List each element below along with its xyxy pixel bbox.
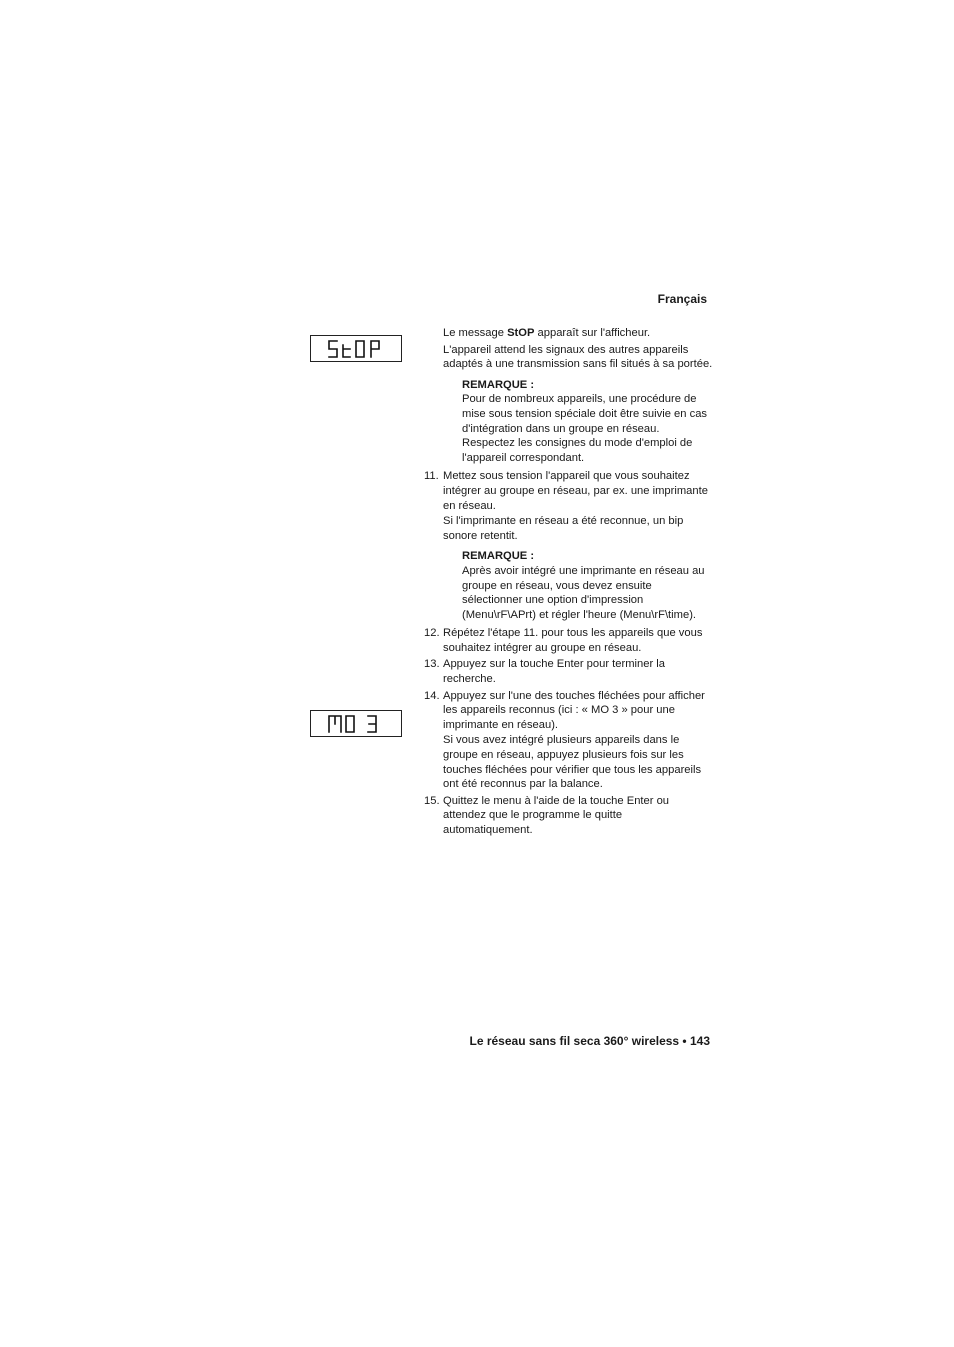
step-15 (424, 794, 714, 838)
step-text: Si vous avez intégré plusieurs appareils dans le groupe en réseau, appuyez plusieurs fois sur les touches fléchées pour vérifier que tous les appareils ont été reconnus par la balance. (443, 734, 702, 791)
note-text: Pour de nombreux appareils, une procédure de mise sous tension spéciale doit être suivie en cas d'intégration dans un groupe en réseau. Respectez les consignes du mode d'emploi de l'appareil correspondant. (462, 393, 708, 464)
step-text: Répétez l'étape 11. pour tous les appareils que vous souhaitez intégrer au groupe en réseau. (443, 627, 703, 654)
step-14 (424, 689, 714, 792)
step-text: Appuyez sur la touche Enter pour terminer la recherche. (443, 658, 666, 686)
intro-paragraph (424, 326, 714, 341)
note-block-1 (424, 378, 714, 466)
intro-paragraph-2: L'appareil attend les signaux des autres appareils adaptés à une transmission sans fil situés à sa portée. (443, 343, 713, 371)
lcd-mo3-segments (326, 713, 386, 735)
note-title: REMARQUE : (462, 378, 535, 391)
step-number: 13. (424, 658, 440, 671)
main-text (424, 326, 714, 840)
step-number: 12. (424, 627, 440, 640)
step-text: Quittez le menu à l'aide de la touche Enter ou attendez que le programme le quitte automatiquement. (443, 794, 670, 836)
lcd-stop-segments (326, 338, 386, 360)
note-text: Après avoir intégré une imprimante en réseau au groupe en réseau, vous devez ensuite sélectionner une option d'impression (Menu\rF\APrt) et régler l'heure (Menu\rF\time). (462, 564, 705, 621)
step-12 (424, 626, 714, 655)
intro-text-after: apparaît sur l'afficheur. (534, 327, 651, 339)
step-number: 14. (424, 689, 440, 702)
lcd-display-mo3 (310, 710, 402, 737)
step-11 (424, 469, 714, 543)
note-block-2 (424, 549, 714, 622)
page-footer: Le réseau sans fil seca 360° wireless • 143 (469, 1034, 710, 1048)
step-text: Si l'imprimante en réseau a été reconnue, un bip sonore retentit. (443, 515, 684, 542)
step-text: Mettez sous tension l'appareil que vous souhaitez intégrer au groupe en réseau, par ex. une imprimante en réseau. (443, 470, 708, 512)
intro-text-bold: StOP (507, 327, 535, 339)
step-number: 15. (424, 794, 440, 807)
lcd-display-stop (310, 335, 402, 362)
language-header: Français (657, 292, 707, 306)
step-13 (424, 657, 714, 686)
intro-text-before: Le message (443, 327, 508, 339)
step-number: 11. (424, 470, 439, 483)
note-title: REMARQUE : (462, 550, 535, 563)
step-text: Appuyez sur l'une des touches fléchées pour afficher les appareils reconnus (ici : « MO 3 » pour une imprimante en réseau). (443, 689, 705, 731)
